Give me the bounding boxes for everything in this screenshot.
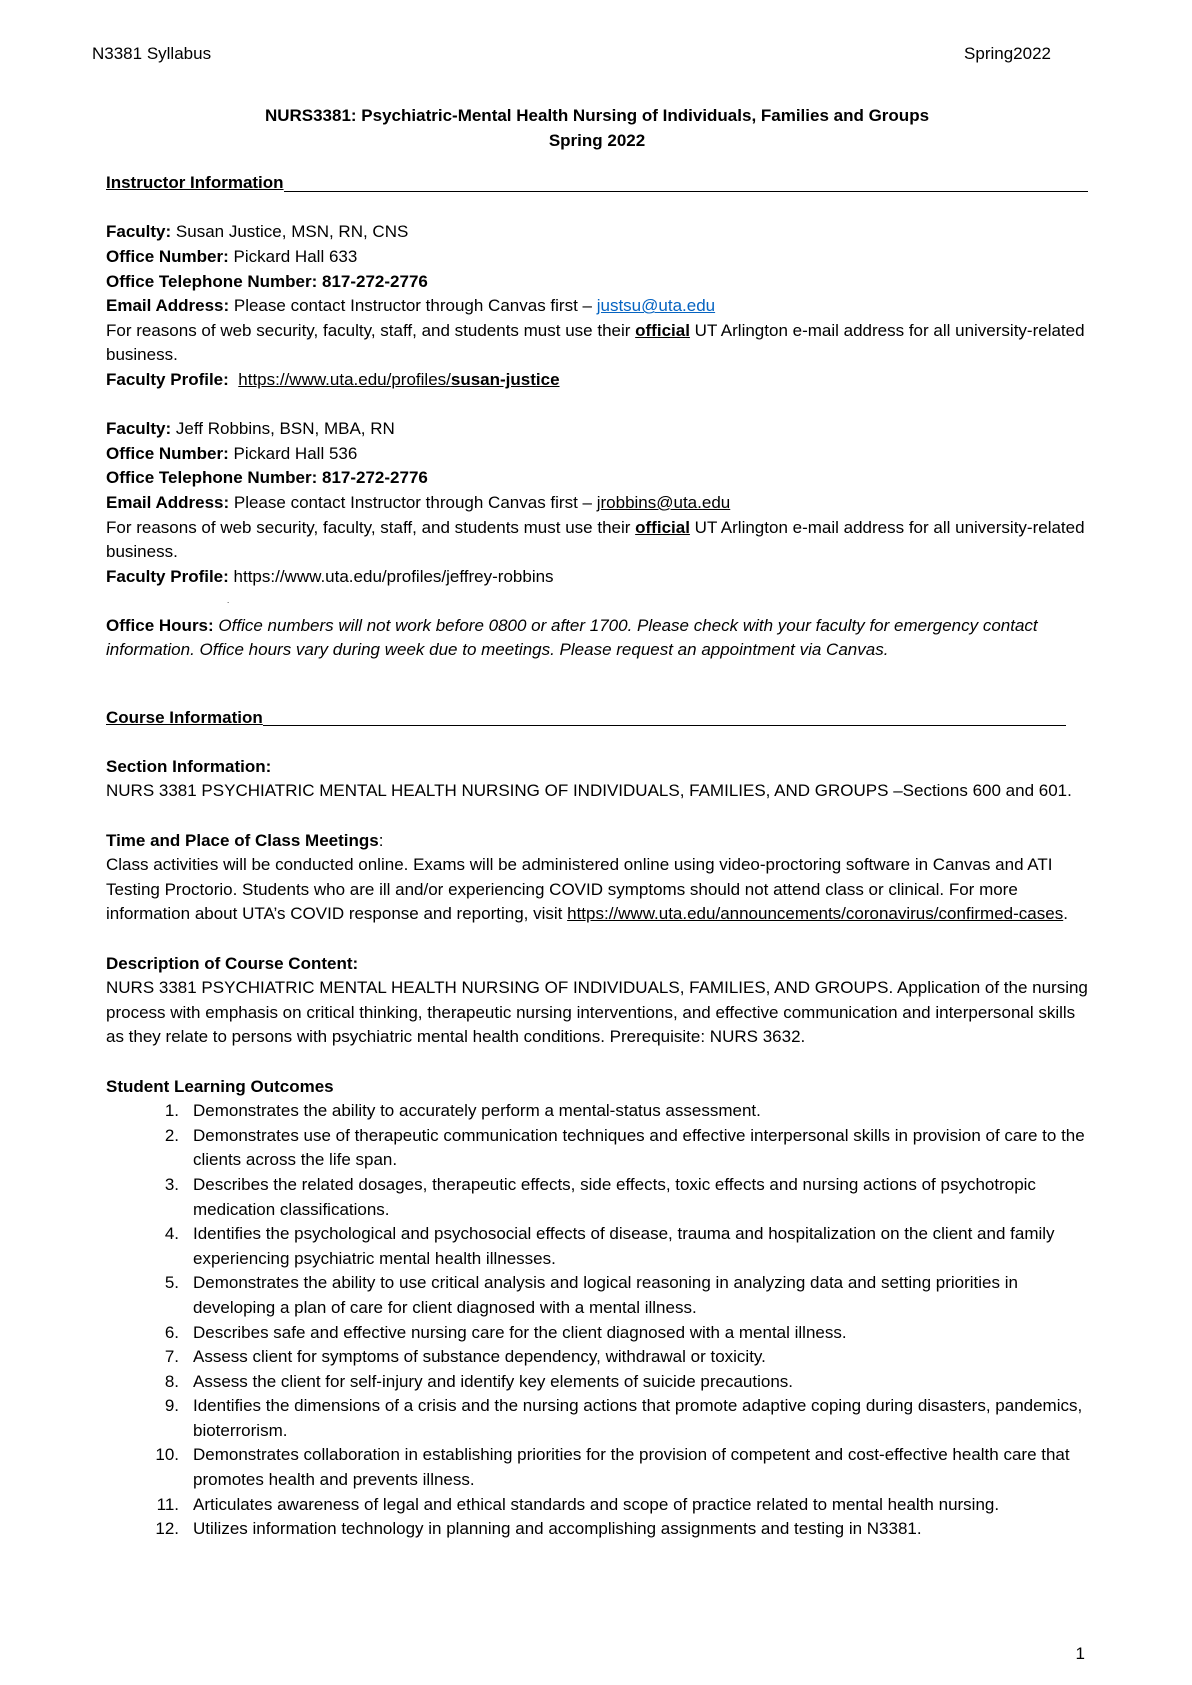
office-number-row: Office Number: Pickard Hall 633 <box>106 246 358 266</box>
description <box>106 952 1088 1050</box>
header-right: Spring2022 <box>964 44 1051 63</box>
profile-row: Faculty Profile: https://www.uta.edu/profiles/susan-justice <box>106 369 560 389</box>
document-title <box>106 104 1088 153</box>
list-item: 4. Identifies the psychological and psychosocial effects of disease, trauma and hospitalization on the client and family experiencing psychiatric mental health illnesses. <box>164 1224 1055 1268</box>
section-info <box>106 755 1088 804</box>
profile-row: Faculty Profile: https://www.uta.edu/profiles/jeffrey-robbins <box>106 566 554 586</box>
title-line-1: NURS3381: Psychiatric-Mental Health Nursing of Individuals, Families and Groups <box>264 106 930 125</box>
section-info-label: Section Information: <box>106 756 272 776</box>
security-note: For reasons of web security, faculty, staff, and students must use their official UT Arlington e-mail address for all university-related business. <box>106 320 1085 365</box>
document-body <box>106 104 1088 1542</box>
learning-outcomes <box>106 1075 1088 1542</box>
description-label: Description of Course Content: <box>106 953 359 973</box>
email-link[interactable]: justsu@uta.edu <box>596 296 716 316</box>
outcomes-list <box>106 1099 1088 1542</box>
list-item: 12. Utilizes information technology in planning and accomplishing assignments and testing in N3381. <box>155 1519 922 1539</box>
list-item: 5. Demonstrates the ability to use critical analysis and logical reasoning in analyzing data and setting priorities in developing a plan of care for client diagnosed with a mental illness. <box>164 1273 1018 1317</box>
stray-dot: . <box>227 596 230 606</box>
profile-link[interactable]: https://www.uta.edu/profiles/susan-justice <box>238 369 560 389</box>
list-item: 7. Assess client for symptoms of substance dependency, withdrawal or toxicity. <box>164 1347 766 1367</box>
list-item: 10. Demonstrates collaboration in establishing priorities for the provision of competent and cost-effective health care that promotes health and prevents illness. <box>155 1445 1070 1490</box>
phone-row: Office Telephone Number: 817-272-2776 <box>106 271 428 291</box>
email-row: Email Address: Please contact Instructor through Canvas first – justsu@uta.edu <box>106 296 716 316</box>
course-heading: Course Information <box>106 706 1066 731</box>
email-row: Email Address: Please contact Instructor through Canvas first – jrobbins@uta.edu <box>106 492 731 512</box>
list-item: 9. Identifies the dimensions of a crisis and the nursing actions that promote adaptive coping during disasters, pandemics, bioterrorism. <box>164 1396 1083 1440</box>
list-item: 2. Demonstrates use of therapeutic communication techniques and effective interpersonal skills in provision of care to the clients across the life span. <box>164 1125 1085 1170</box>
outcomes-label: Student Learning Outcomes <box>106 1076 334 1096</box>
faculty-1 <box>106 220 1088 392</box>
office-hours: Office Hours: Office numbers will not work before 0800 or after 1700. Please check with your faculty for emergency contact information. Office hours vary during week due to meetings. Please request an appointment via Canvas. <box>106 615 1038 660</box>
list-item: 11. Articulates awareness of legal and ethical standards and scope of practice related to mental health nursing. <box>156 1494 1000 1514</box>
faculty-name-row: Faculty: Susan Justice, MSN, RN, CNS <box>106 222 409 242</box>
page-number: 1 <box>1075 1644 1085 1663</box>
security-note: For reasons of web security, faculty, staff, and students must use their official UT Arlington e-mail address for all university-related business. <box>106 517 1085 562</box>
phone-row: Office Telephone Number: 817-272-2776 <box>106 468 428 488</box>
heading-rule <box>263 725 1066 726</box>
time-place-label: Time and Place of Class Meetings: <box>106 830 384 850</box>
list-item: 8. Assess the client for self-injury and identify key elements of suicide precautions. <box>164 1371 794 1391</box>
faculty-2 <box>106 417 1088 589</box>
heading-rule <box>284 191 1088 192</box>
email-link[interactable]: jrobbins@uta.edu <box>596 492 731 512</box>
time-place <box>106 829 1088 927</box>
faculty-name-row: Faculty: Jeff Robbins, BSN, MBA, RN <box>106 419 395 439</box>
description-text: NURS 3381 PSYCHIATRIC MENTAL HEALTH NURSING OF INDIVIDUALS, FAMILIES, AND GROUPS. Application of the nursing process with emphasis on critical thinking, therapeutic nursing interventions, and effective communication and interpersonal skills as they relate to persons with psychiatric mental health conditions. Prerequisite: NURS 3632. <box>106 978 1088 1047</box>
instructor-heading: Instructor Information <box>106 171 1088 196</box>
list-item: 1. Demonstrates the ability to accurately perform a mental-status assessment. <box>164 1101 761 1121</box>
section-info-text: NURS 3381 PSYCHIATRIC MENTAL HEALTH NURSING OF INDIVIDUALS, FAMILIES, AND GROUPS –Sections 600 and 601. <box>106 781 1072 801</box>
office-number-row: Office Number: Pickard Hall 536 <box>106 443 358 463</box>
time-place-text: Class activities will be conducted online. Exams will be administered online using video-proctoring software in Canvas and ATI Testing Proctorio. Students who are ill and/or experiencing COVID symptoms should not attend class or clinical. For more information about UTA’s COVID response and reporting, visit https://www.uta.edu/announcements/coronavirus/confirmed-cases. <box>106 855 1068 924</box>
covid-link[interactable]: https://www.uta.edu/announcements/coronavirus/confirmed-cases <box>567 904 1064 924</box>
header-left: N3381 Syllabus <box>92 44 212 63</box>
list-item: 3. Describes the related dosages, therapeutic effects, side effects, toxic effects and nursing actions of psychotropic medication classifications. <box>164 1174 1036 1219</box>
title-line-2: Spring 2022 <box>548 130 646 150</box>
list-item: 6. Describes safe and effective nursing care for the client diagnosed with a mental illness. <box>164 1322 847 1342</box>
